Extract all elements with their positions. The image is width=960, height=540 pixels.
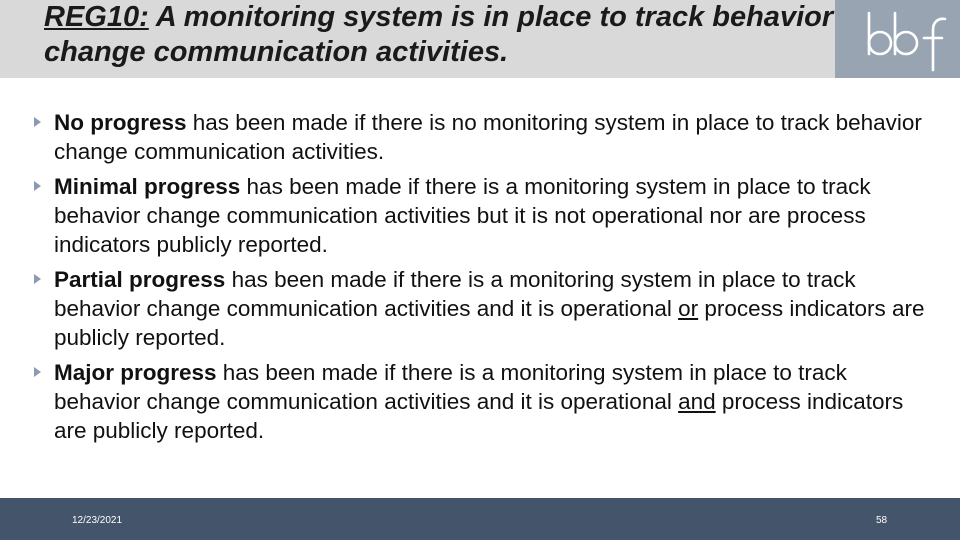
bullet-text: has been made if there is a monitoring system in place to track behavior change communication activities and it is operational (54, 267, 856, 321)
bullet-text: has been made if there is a monitoring system in place to track behavior change communication activities but it is not operational nor are process indicators publicly reported. (54, 174, 871, 257)
title-prefix: REG10: (44, 1, 149, 33)
bullet-lead: Minimal progress (54, 174, 241, 199)
bullet-lead: Partial progress (54, 267, 226, 292)
slide-number: 58 (876, 515, 888, 526)
bullet-list (34, 108, 934, 451)
footer-date: 12/23/2021 (72, 515, 123, 526)
bullet-minimal-progress (34, 172, 934, 259)
bullet-text-end: process indicators are publicly reported. (54, 389, 904, 443)
bullet-partial-progress (34, 265, 934, 352)
footer-bar (0, 498, 960, 540)
logo (835, 0, 960, 78)
bbf-logo-icon (835, 0, 960, 78)
slide-title (44, 0, 844, 70)
bullet-lead: No progress (54, 110, 187, 135)
bullet-text: has been made if there is a monitoring system in place to track behavior change communication activities and it is operational (54, 360, 847, 414)
bullet-arrow-icon (34, 274, 41, 284)
title-rest: A monitoring system is in place to track behavior change communication activities. (44, 1, 834, 68)
bullet-arrow-icon (34, 117, 41, 127)
bullet-emphasis: and (678, 389, 716, 414)
bullet-no-progress (34, 108, 934, 166)
bullet-emphasis: or (678, 296, 699, 321)
bullet-text: has been made if there is no monitoring system in place to track behavior change communication activities. (54, 110, 922, 164)
bullet-arrow-icon (34, 181, 41, 191)
bullet-arrow-icon (34, 367, 41, 377)
bullet-lead: Major progress (54, 360, 217, 385)
bullet-major-progress (34, 358, 934, 445)
bullet-text-end: process indicators are publicly reported. (54, 296, 925, 350)
